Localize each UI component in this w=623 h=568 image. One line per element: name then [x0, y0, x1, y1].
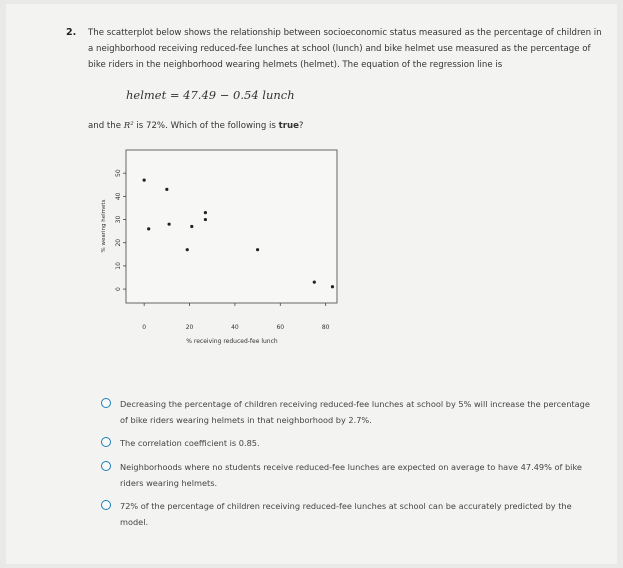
question-page	[6, 4, 617, 564]
x-axis-label: % receiving reduced-fee lunch	[186, 338, 278, 345]
radio-button-4[interactable]	[101, 500, 111, 510]
regression-equation: helmet = 47.49 − 0.54 lunch	[126, 88, 295, 102]
scatter-point	[204, 218, 207, 221]
option-3-text: Neighborhoods where no students receive reduced-fee lunches are expected on average to have 47.49% of bike riders wearing helmets.	[120, 462, 582, 488]
y-tick-label: 20	[115, 238, 122, 247]
x-tick-label: 60	[276, 324, 285, 331]
y-tick-label: 10	[115, 262, 122, 270]
scatter-point	[190, 225, 193, 228]
scatter-point	[165, 188, 168, 191]
x-axis-ticks	[142, 303, 329, 331]
scatter-point	[204, 211, 207, 214]
radio-button-3[interactable]	[101, 461, 111, 471]
scatter-point	[168, 223, 171, 226]
y-axis-label: % wearing helmets	[101, 199, 107, 253]
scatter-point	[186, 248, 189, 251]
rsq-symbol: R²	[123, 121, 134, 131]
rsq-suffix: ?	[298, 121, 304, 131]
scatter-point	[313, 281, 316, 284]
radio-button-2[interactable]	[101, 437, 111, 447]
scatter-point	[147, 227, 150, 230]
x-tick-label: 20	[185, 324, 194, 331]
y-axis-ticks	[115, 169, 126, 291]
x-tick-label: 80	[321, 324, 330, 331]
option-1-text: Decreasing the percentage of children receiving reduced-fee lunches at school by 5% will increase the percentage of bike riders wearing helmets in that neighborhood by 2.7%.	[120, 399, 590, 425]
plot-frame	[126, 150, 337, 303]
rsq-middle: is 72%. Which of the following is	[133, 121, 279, 131]
scatterplot	[6, 4, 617, 364]
rsq-prefix: and the	[88, 121, 124, 131]
y-tick-label: 50	[115, 169, 122, 178]
scatter-point	[256, 248, 259, 251]
option-4-text: 72% of the percentage of children receiving reduced-fee lunches at school can be accurately predicted by the model.	[120, 501, 572, 527]
rsq-bold-word: true	[278, 121, 299, 131]
x-tick-label: 40	[231, 324, 239, 331]
question-number: 2.	[66, 27, 77, 38]
radio-button-1[interactable]	[101, 398, 111, 408]
question-text: The scatterplot below shows the relationship between socioeconomic status measured as the percentage of children in a neighborhood receiving reduced-fee lunches at school (lunch) and bike helmet use measured as the percentage of bike riders in the neighborhood wearing helmets (helmet). The equation of the regression line is	[88, 28, 602, 70]
scatter-point	[331, 285, 334, 288]
scatter-point	[143, 179, 146, 182]
option-2-text: The correlation coefficient is 0.85.	[120, 438, 260, 448]
y-tick-label: 40	[115, 192, 122, 201]
y-tick-label: 0	[115, 287, 122, 292]
y-tick-label: 30	[115, 215, 122, 224]
x-tick-label: 0	[142, 324, 147, 331]
